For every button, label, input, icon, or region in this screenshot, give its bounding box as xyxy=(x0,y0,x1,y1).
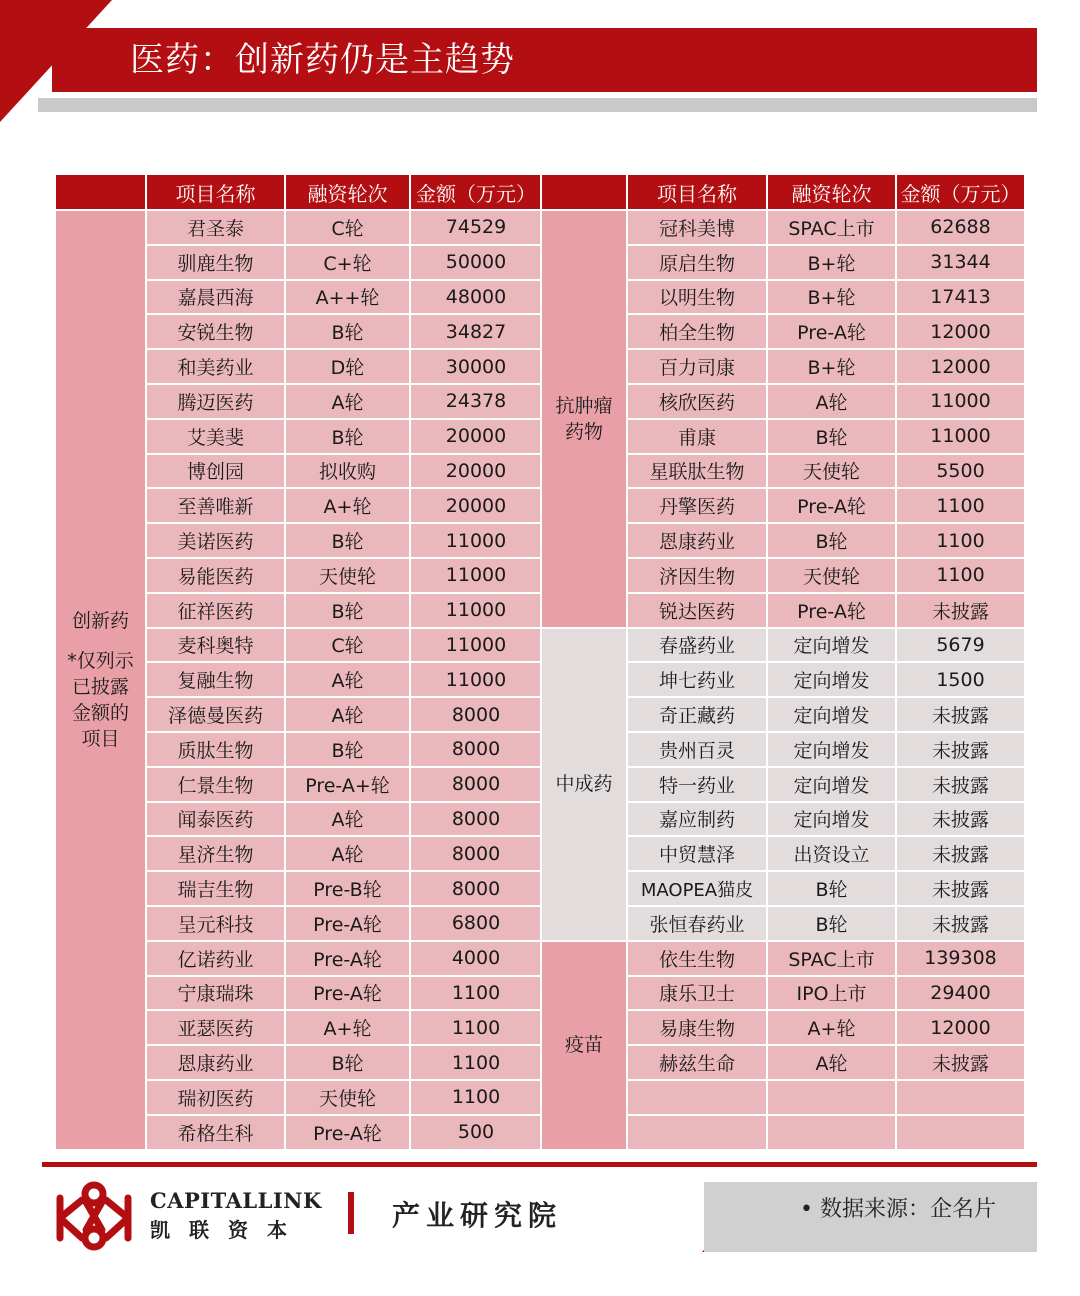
title-underline xyxy=(38,98,1037,112)
amount-cell: 未披露 xyxy=(896,697,1025,732)
amount-cell: 1100 xyxy=(896,488,1025,523)
page-title: 医药：创新药仍是主趋势 xyxy=(130,40,515,80)
logo-separator xyxy=(348,1192,354,1234)
amount-cell: 5500 xyxy=(896,454,1025,489)
amount-cell: 8000 xyxy=(410,802,542,837)
project-name-cell: 美诺医药 xyxy=(146,523,285,558)
project-name-cell: 至善唯新 xyxy=(146,488,285,523)
category-cell xyxy=(541,941,627,1150)
amount-cell: 1100 xyxy=(410,1080,542,1115)
round-cell: B轮 xyxy=(767,419,896,454)
amount-cell: 31344 xyxy=(896,245,1025,280)
table-row xyxy=(541,628,1025,663)
table-row xyxy=(541,210,1025,245)
project-name-cell: 奇正藏药 xyxy=(627,697,767,732)
amount-cell: 11000 xyxy=(410,662,542,697)
round-cell: C轮 xyxy=(285,210,410,245)
round-cell: 定向增发 xyxy=(767,697,896,732)
project-name-cell: 恩康药业 xyxy=(146,1045,285,1080)
amount-cell: 11000 xyxy=(410,523,542,558)
round-cell: Pre-A轮 xyxy=(767,314,896,349)
round-cell: 天使轮 xyxy=(285,558,410,593)
amount-cell: 74529 xyxy=(410,210,542,245)
project-name-cell: 嘉应制药 xyxy=(627,802,767,837)
project-name-cell: 瑞吉生物 xyxy=(146,871,285,906)
project-name-cell: 甫康 xyxy=(627,419,767,454)
project-name-cell: 特一药业 xyxy=(627,767,767,802)
amount-cell: 17413 xyxy=(896,280,1025,315)
round-cell: Pre-B轮 xyxy=(285,871,410,906)
round-cell: 定向增发 xyxy=(767,662,896,697)
round-cell: B轮 xyxy=(767,871,896,906)
project-name-cell: 闻泰医药 xyxy=(146,802,285,837)
round-cell: A+轮 xyxy=(767,1010,896,1045)
amount-cell: 500 xyxy=(410,1115,542,1150)
project-name-cell: 质肽生物 xyxy=(146,732,285,767)
amount-cell: 12000 xyxy=(896,349,1025,384)
round-cell: B轮 xyxy=(285,523,410,558)
category-label: 疫苗 xyxy=(564,1034,603,1057)
round-cell: B轮 xyxy=(285,419,410,454)
round-cell: C轮 xyxy=(285,628,410,663)
project-name-cell: MAOPEA猫皮 xyxy=(627,871,767,906)
amount-cell: 139308 xyxy=(896,941,1025,976)
round-cell: Pre-A轮 xyxy=(767,593,896,628)
round-cell: B轮 xyxy=(285,1045,410,1080)
round-cell: A轮 xyxy=(285,802,410,837)
project-name-cell: 麦科奥特 xyxy=(146,628,285,663)
header-round: 融资轮次 xyxy=(285,174,410,210)
project-name-cell: 以明生物 xyxy=(627,280,767,315)
amount-cell: 1100 xyxy=(410,976,542,1011)
round-cell: B轮 xyxy=(285,732,410,767)
round-cell: SPAC上市 xyxy=(767,941,896,976)
round-cell: C+轮 xyxy=(285,245,410,280)
project-name-cell: 仁景生物 xyxy=(146,767,285,802)
round-cell: A轮 xyxy=(767,384,896,419)
amount-cell: 20000 xyxy=(410,488,542,523)
project-name-cell xyxy=(627,1115,767,1150)
amount-cell: 未披露 xyxy=(896,732,1025,767)
logo-chinese-name: 凯联资本 xyxy=(150,1218,306,1242)
amount-cell: 8000 xyxy=(410,767,542,802)
header-amount: 金额（万元） xyxy=(410,174,542,210)
amount-cell: 29400 xyxy=(896,976,1025,1011)
project-name-cell: 赫兹生命 xyxy=(627,1045,767,1080)
amount-cell: 8000 xyxy=(410,697,542,732)
amount-cell xyxy=(896,1115,1025,1150)
amount-cell: 62688 xyxy=(896,210,1025,245)
round-cell: B+轮 xyxy=(767,280,896,315)
category-label: 创新药 xyxy=(71,609,129,632)
project-name-cell: 依生生物 xyxy=(627,941,767,976)
project-name-cell: 星济生物 xyxy=(146,836,285,871)
category-note: *仅列示已披露金额的项目 xyxy=(67,649,134,750)
amount-cell: 48000 xyxy=(410,280,542,315)
project-name-cell: 康乐卫士 xyxy=(627,976,767,1011)
project-name-cell: 泽德曼医药 xyxy=(146,697,285,732)
amount-cell: 未披露 xyxy=(896,802,1025,837)
round-cell: 定向增发 xyxy=(767,628,896,663)
table-header-row xyxy=(541,174,1025,210)
round-cell xyxy=(767,1115,896,1150)
amount-cell: 8000 xyxy=(410,836,542,871)
header xyxy=(0,0,1080,140)
amount-cell: 12000 xyxy=(896,1010,1025,1045)
project-name-cell: 征祥医药 xyxy=(146,593,285,628)
round-cell: 定向增发 xyxy=(767,802,896,837)
round-cell: B+轮 xyxy=(767,245,896,280)
category-cell xyxy=(541,628,627,941)
project-name-cell: 易康生物 xyxy=(627,1010,767,1045)
round-cell: B轮 xyxy=(285,593,410,628)
amount-cell: 11000 xyxy=(896,384,1025,419)
round-cell: A+轮 xyxy=(285,488,410,523)
amount-cell: 34827 xyxy=(410,314,542,349)
round-cell: B轮 xyxy=(767,523,896,558)
round-cell: SPAC上市 xyxy=(767,210,896,245)
amount-cell: 11000 xyxy=(410,558,542,593)
amount-cell: 50000 xyxy=(410,245,542,280)
project-name-cell: 星联肽生物 xyxy=(627,454,767,489)
amount-cell: 8000 xyxy=(410,732,542,767)
capitallink-logo-icon xyxy=(52,1176,136,1256)
project-name-cell: 亿诺药业 xyxy=(146,941,285,976)
amount-cell: 1100 xyxy=(410,1045,542,1080)
round-cell: 定向增发 xyxy=(767,767,896,802)
round-cell: 出资设立 xyxy=(767,836,896,871)
project-name-cell: 艾美斐 xyxy=(146,419,285,454)
project-name-cell: 中贸慧泽 xyxy=(627,836,767,871)
amount-cell: 12000 xyxy=(896,314,1025,349)
project-name-cell: 柏全生物 xyxy=(627,314,767,349)
data-source-note: • 数据来源：企名片 xyxy=(800,1197,996,1222)
project-name-cell: 博创园 xyxy=(146,454,285,489)
round-cell: A轮 xyxy=(285,384,410,419)
project-name-cell: 坤七药业 xyxy=(627,662,767,697)
round-cell: B+轮 xyxy=(767,349,896,384)
amount-cell: 未披露 xyxy=(896,906,1025,941)
round-cell: Pre-A轮 xyxy=(285,941,410,976)
left-table xyxy=(54,173,543,1151)
project-name-cell: 恩康药业 xyxy=(627,523,767,558)
amount-cell: 4000 xyxy=(410,941,542,976)
project-name-cell: 驯鹿生物 xyxy=(146,245,285,280)
amount-cell: 1100 xyxy=(896,558,1025,593)
amount-cell: 1100 xyxy=(896,523,1025,558)
project-name-cell: 和美药业 xyxy=(146,349,285,384)
project-name-cell: 冠科美博 xyxy=(627,210,767,245)
project-name-cell: 丹擎医药 xyxy=(627,488,767,523)
amount-cell: 20000 xyxy=(410,419,542,454)
project-name-cell: 张恒春药业 xyxy=(627,906,767,941)
amount-cell xyxy=(896,1080,1025,1115)
round-cell: Pre-A轮 xyxy=(285,976,410,1011)
header-category xyxy=(55,174,146,210)
institute-name: 产业研究院 xyxy=(392,1199,563,1232)
round-cell: 拟收购 xyxy=(285,454,410,489)
round-cell: A++轮 xyxy=(285,280,410,315)
project-name-cell: 亚瑟医药 xyxy=(146,1010,285,1045)
table-header-row xyxy=(55,174,542,210)
header-round: 融资轮次 xyxy=(767,174,896,210)
project-name-cell: 春盛药业 xyxy=(627,628,767,663)
category-label: 中成药 xyxy=(555,773,613,796)
project-name-cell: 希格生科 xyxy=(146,1115,285,1150)
project-name-cell: 嘉晨西海 xyxy=(146,280,285,315)
amount-cell: 5679 xyxy=(896,628,1025,663)
amount-cell: 未披露 xyxy=(896,871,1025,906)
category-cell xyxy=(541,210,627,628)
round-cell: A轮 xyxy=(285,697,410,732)
amount-cell: 1500 xyxy=(896,662,1025,697)
project-name-cell: 百力司康 xyxy=(627,349,767,384)
project-name-cell xyxy=(627,1080,767,1115)
round-cell xyxy=(767,1080,896,1115)
round-cell: B轮 xyxy=(285,314,410,349)
amount-cell: 11000 xyxy=(896,419,1025,454)
footer-divider xyxy=(42,1162,1037,1167)
table-row xyxy=(541,941,1025,976)
round-cell: 天使轮 xyxy=(767,558,896,593)
project-name-cell: 安锐生物 xyxy=(146,314,285,349)
round-cell: 天使轮 xyxy=(767,454,896,489)
project-name-cell: 君圣泰 xyxy=(146,210,285,245)
project-name-cell: 宁康瑞珠 xyxy=(146,976,285,1011)
amount-cell: 11000 xyxy=(410,628,542,663)
amount-cell: 8000 xyxy=(410,871,542,906)
round-cell: 天使轮 xyxy=(285,1080,410,1115)
project-name-cell: 核欣医药 xyxy=(627,384,767,419)
amount-cell: 11000 xyxy=(410,593,542,628)
header-project-name: 项目名称 xyxy=(146,174,285,210)
round-cell: A轮 xyxy=(285,836,410,871)
amount-cell: 未披露 xyxy=(896,836,1025,871)
round-cell: Pre-A轮 xyxy=(285,1115,410,1150)
round-cell: A轮 xyxy=(285,662,410,697)
amount-cell: 未披露 xyxy=(896,593,1025,628)
header-amount: 金额（万元） xyxy=(896,174,1025,210)
amount-cell: 6800 xyxy=(410,906,542,941)
header-project-name: 项目名称 xyxy=(627,174,767,210)
amount-cell: 未披露 xyxy=(896,1045,1025,1080)
round-cell: A+轮 xyxy=(285,1010,410,1045)
project-name-cell: 呈元科技 xyxy=(146,906,285,941)
logo-english-name: CAPITALLINK xyxy=(150,1188,322,1213)
project-name-cell: 锐达医药 xyxy=(627,593,767,628)
round-cell: 定向增发 xyxy=(767,732,896,767)
round-cell: Pre-A轮 xyxy=(767,488,896,523)
round-cell: IPO上市 xyxy=(767,976,896,1011)
category-cell xyxy=(55,210,146,1150)
category-label: 抗肿瘤药物 xyxy=(555,394,613,443)
amount-cell: 20000 xyxy=(410,454,542,489)
amount-cell: 未披露 xyxy=(896,767,1025,802)
project-name-cell: 原启生物 xyxy=(627,245,767,280)
amount-cell: 1100 xyxy=(410,1010,542,1045)
right-table xyxy=(540,173,1026,1151)
amount-cell: 24378 xyxy=(410,384,542,419)
project-name-cell: 复融生物 xyxy=(146,662,285,697)
header-category xyxy=(541,174,627,210)
round-cell: D轮 xyxy=(285,349,410,384)
amount-cell: 30000 xyxy=(410,349,542,384)
round-cell: A轮 xyxy=(767,1045,896,1080)
project-name-cell: 易能医药 xyxy=(146,558,285,593)
project-name-cell: 瑞初医药 xyxy=(146,1080,285,1115)
round-cell: Pre-A轮 xyxy=(285,906,410,941)
round-cell: B轮 xyxy=(767,906,896,941)
project-name-cell: 贵州百灵 xyxy=(627,732,767,767)
project-name-cell: 济因生物 xyxy=(627,558,767,593)
table-row xyxy=(55,210,542,245)
project-name-cell: 腾迈医药 xyxy=(146,384,285,419)
round-cell: Pre-A+轮 xyxy=(285,767,410,802)
